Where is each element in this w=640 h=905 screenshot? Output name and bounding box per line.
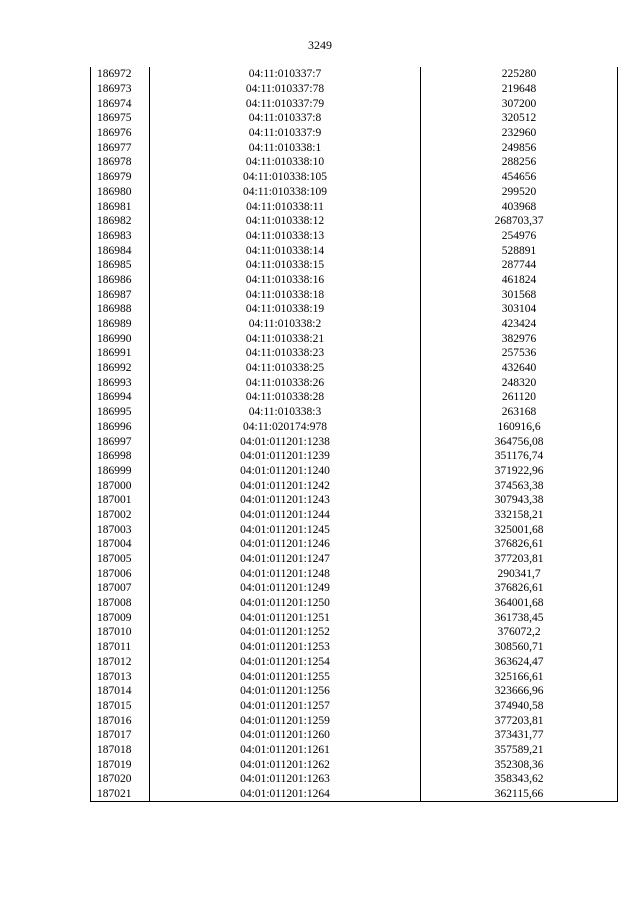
table-row — [91, 478, 618, 493]
row-number-cell: 187020 — [91, 772, 150, 787]
table-body — [91, 67, 618, 802]
table-row — [91, 67, 618, 82]
row-number-cell: 186994 — [91, 390, 150, 405]
table-row — [91, 713, 618, 728]
table-row — [91, 787, 618, 802]
value-cell: 432640 — [421, 361, 618, 376]
row-number-cell: 187014 — [91, 684, 150, 699]
value-cell: 263168 — [421, 405, 618, 420]
table-row — [91, 552, 618, 567]
table-row — [91, 464, 618, 479]
cadastral-number-cell: 04:01:011201:1247 — [150, 552, 421, 567]
row-number-cell: 186986 — [91, 273, 150, 288]
cadastral-number-cell: 04:01:011201:1257 — [150, 699, 421, 714]
cadastral-number-cell: 04:11:010338:28 — [150, 390, 421, 405]
value-cell: 219648 — [421, 82, 618, 97]
cadastral-number-cell: 04:01:011201:1240 — [150, 464, 421, 479]
value-cell: 374940,58 — [421, 699, 618, 714]
row-number-cell: 187002 — [91, 508, 150, 523]
table-row — [91, 449, 618, 464]
value-cell: 308560,71 — [421, 640, 618, 655]
value-cell: 362115,66 — [421, 787, 618, 802]
value-cell: 160916,6 — [421, 420, 618, 435]
value-cell: 376072,2 — [421, 625, 618, 640]
cadastral-number-cell: 04:01:011201:1260 — [150, 728, 421, 743]
row-number-cell: 187019 — [91, 757, 150, 772]
cadastral-number-cell: 04:01:011201:1250 — [150, 596, 421, 611]
cadastral-number-cell: 04:01:011201:1261 — [150, 743, 421, 758]
cadastral-number-cell: 04:11:010338:23 — [150, 346, 421, 361]
row-number-cell: 187001 — [91, 493, 150, 508]
value-cell: 332158,21 — [421, 508, 618, 523]
value-cell: 357589,21 — [421, 743, 618, 758]
cadastral-number-cell: 04:11:010338:2 — [150, 317, 421, 332]
cadastral-number-cell: 04:01:011201:1263 — [150, 772, 421, 787]
cadastral-number-cell: 04:01:011201:1246 — [150, 537, 421, 552]
row-number-cell: 186982 — [91, 214, 150, 229]
table-row — [91, 214, 618, 229]
table-row — [91, 302, 618, 317]
row-number-cell: 187008 — [91, 596, 150, 611]
value-cell: 287744 — [421, 258, 618, 273]
cadastral-number-cell: 04:11:010338:19 — [150, 302, 421, 317]
table-row — [91, 537, 618, 552]
cadastral-number-cell: 04:01:011201:1249 — [150, 581, 421, 596]
row-number-cell: 187000 — [91, 478, 150, 493]
table-row — [91, 434, 618, 449]
cadastral-number-cell: 04:11:020174:978 — [150, 420, 421, 435]
table-row — [91, 126, 618, 141]
cadastral-number-cell: 04:01:011201:1238 — [150, 434, 421, 449]
cadastral-number-cell: 04:01:011201:1243 — [150, 493, 421, 508]
table-row — [91, 728, 618, 743]
cadastral-number-cell: 04:01:011201:1254 — [150, 655, 421, 670]
cadastral-number-cell: 04:11:010338:14 — [150, 243, 421, 258]
table-row — [91, 199, 618, 214]
value-cell: 323666,96 — [421, 684, 618, 699]
value-cell: 371922,96 — [421, 464, 618, 479]
cadastral-number-cell: 04:11:010338:15 — [150, 258, 421, 273]
row-number-cell: 187005 — [91, 552, 150, 567]
cadastral-number-cell: 04:01:011201:1253 — [150, 640, 421, 655]
cadastral-number-cell: 04:11:010337:9 — [150, 126, 421, 141]
table-row — [91, 243, 618, 258]
cadastral-number-cell: 04:11:010338:18 — [150, 287, 421, 302]
table-row — [91, 96, 618, 111]
row-number-cell: 187013 — [91, 669, 150, 684]
table-row — [91, 185, 618, 200]
value-cell: 528891 — [421, 243, 618, 258]
value-cell: 325001,68 — [421, 522, 618, 537]
cadastral-number-cell: 04:11:010337:7 — [150, 67, 421, 82]
cadastral-number-cell: 04:01:011201:1264 — [150, 787, 421, 802]
value-cell: 361738,45 — [421, 610, 618, 625]
value-cell: 301568 — [421, 287, 618, 302]
table-row — [91, 508, 618, 523]
row-number-cell: 186991 — [91, 346, 150, 361]
cadastral-number-cell: 04:11:010338:109 — [150, 185, 421, 200]
row-number-cell: 186985 — [91, 258, 150, 273]
value-cell: 261120 — [421, 390, 618, 405]
cadastral-number-cell: 04:11:010338:12 — [150, 214, 421, 229]
row-number-cell: 186996 — [91, 420, 150, 435]
table-row — [91, 420, 618, 435]
row-number-cell: 186973 — [91, 82, 150, 97]
value-cell: 373431,77 — [421, 728, 618, 743]
row-number-cell: 186984 — [91, 243, 150, 258]
value-cell: 232960 — [421, 126, 618, 141]
table-row — [91, 581, 618, 596]
cadastral-number-cell: 04:01:011201:1242 — [150, 478, 421, 493]
row-number-cell: 186983 — [91, 229, 150, 244]
row-number-cell: 187021 — [91, 787, 150, 802]
cadastral-number-cell: 04:11:010337:78 — [150, 82, 421, 97]
row-number-cell: 186979 — [91, 170, 150, 185]
row-number-cell: 186980 — [91, 185, 150, 200]
row-number-cell: 186988 — [91, 302, 150, 317]
value-cell: 307943,38 — [421, 493, 618, 508]
cadastral-number-cell: 04:11:010338:3 — [150, 405, 421, 420]
row-number-cell: 186987 — [91, 287, 150, 302]
value-cell: 254976 — [421, 229, 618, 244]
table-row — [91, 610, 618, 625]
table-row — [91, 522, 618, 537]
row-number-cell: 186989 — [91, 317, 150, 332]
cadastral-number-cell: 04:01:011201:1251 — [150, 610, 421, 625]
table-row — [91, 361, 618, 376]
value-cell: 358343,62 — [421, 772, 618, 787]
cadastral-number-cell: 04:11:010338:16 — [150, 273, 421, 288]
table-row — [91, 375, 618, 390]
table-row — [91, 140, 618, 155]
table-row — [91, 405, 618, 420]
value-cell: 461824 — [421, 273, 618, 288]
value-cell: 377203,81 — [421, 713, 618, 728]
table-row — [91, 625, 618, 640]
row-number-cell: 186995 — [91, 405, 150, 420]
row-number-cell: 186972 — [91, 67, 150, 82]
cadastral-number-cell: 04:01:011201:1252 — [150, 625, 421, 640]
cadastral-number-cell: 04:01:011201:1259 — [150, 713, 421, 728]
value-cell: 376826,61 — [421, 581, 618, 596]
row-number-cell: 186976 — [91, 126, 150, 141]
value-cell: 288256 — [421, 155, 618, 170]
table-row — [91, 331, 618, 346]
value-cell: 454656 — [421, 170, 618, 185]
value-cell: 382976 — [421, 331, 618, 346]
cadastral-number-cell: 04:11:010338:26 — [150, 375, 421, 390]
table-row — [91, 493, 618, 508]
table-row — [91, 772, 618, 787]
value-cell: 352308,36 — [421, 757, 618, 772]
cadastral-number-cell: 04:01:011201:1244 — [150, 508, 421, 523]
row-number-cell: 186999 — [91, 464, 150, 479]
value-cell: 307200 — [421, 96, 618, 111]
value-cell: 364001,68 — [421, 596, 618, 611]
row-number-cell: 186990 — [91, 331, 150, 346]
cadastral-number-cell: 04:11:010338:25 — [150, 361, 421, 376]
table-row — [91, 655, 618, 670]
table-row — [91, 317, 618, 332]
row-number-cell: 187009 — [91, 610, 150, 625]
page-number: 3249 — [308, 38, 332, 52]
cadastral-number-cell: 04:01:011201:1248 — [150, 566, 421, 581]
table-row — [91, 155, 618, 170]
row-number-cell: 187018 — [91, 743, 150, 758]
value-cell: 364756,08 — [421, 434, 618, 449]
table-row — [91, 390, 618, 405]
row-number-cell: 186977 — [91, 140, 150, 155]
row-number-cell: 187004 — [91, 537, 150, 552]
row-number-cell: 187015 — [91, 699, 150, 714]
table-row — [91, 346, 618, 361]
value-cell: 268703,37 — [421, 214, 618, 229]
value-cell: 225280 — [421, 67, 618, 82]
table-row — [91, 273, 618, 288]
row-number-cell: 186974 — [91, 96, 150, 111]
table-row — [91, 258, 618, 273]
table-row — [91, 699, 618, 714]
row-number-cell: 187017 — [91, 728, 150, 743]
value-cell: 303104 — [421, 302, 618, 317]
table-row — [91, 596, 618, 611]
row-number-cell: 186993 — [91, 375, 150, 390]
table-row — [91, 82, 618, 97]
row-number-cell: 186978 — [91, 155, 150, 170]
value-cell: 257536 — [421, 346, 618, 361]
value-cell: 351176,74 — [421, 449, 618, 464]
value-cell: 299520 — [421, 185, 618, 200]
row-number-cell: 186981 — [91, 199, 150, 214]
cadastral-number-cell: 04:01:011201:1239 — [150, 449, 421, 464]
cadastral-number-cell: 04:11:010338:13 — [150, 229, 421, 244]
row-number-cell: 187006 — [91, 566, 150, 581]
value-cell: 363624,47 — [421, 655, 618, 670]
row-number-cell: 187010 — [91, 625, 150, 640]
row-number-cell: 186975 — [91, 111, 150, 126]
table-row — [91, 566, 618, 581]
cadastral-number-cell: 04:11:010338:10 — [150, 155, 421, 170]
cadastral-number-cell: 04:01:011201:1262 — [150, 757, 421, 772]
value-cell: 374563,38 — [421, 478, 618, 493]
cadastral-number-cell: 04:01:011201:1255 — [150, 669, 421, 684]
table-row — [91, 669, 618, 684]
cadastral-number-cell: 04:11:010338:11 — [150, 199, 421, 214]
value-cell: 423424 — [421, 317, 618, 332]
row-number-cell: 187003 — [91, 522, 150, 537]
table-row — [91, 111, 618, 126]
cadastral-number-cell: 04:11:010337:8 — [150, 111, 421, 126]
row-number-cell: 186998 — [91, 449, 150, 464]
value-cell: 248320 — [421, 375, 618, 390]
cadastral-number-cell: 04:01:011201:1245 — [150, 522, 421, 537]
data-table — [90, 67, 618, 802]
cadastral-number-cell: 04:11:010338:1 — [150, 140, 421, 155]
row-number-cell: 186997 — [91, 434, 150, 449]
row-number-cell: 186992 — [91, 361, 150, 376]
table-row — [91, 229, 618, 244]
table-row — [91, 743, 618, 758]
value-cell: 249856 — [421, 140, 618, 155]
value-cell: 325166,61 — [421, 669, 618, 684]
table-row — [91, 170, 618, 185]
cadastral-number-cell: 04:11:010338:105 — [150, 170, 421, 185]
row-number-cell: 187011 — [91, 640, 150, 655]
cadastral-number-cell: 04:11:010338:21 — [150, 331, 421, 346]
table-row — [91, 684, 618, 699]
value-cell: 377203,81 — [421, 552, 618, 567]
cadastral-number-cell: 04:01:011201:1256 — [150, 684, 421, 699]
row-number-cell: 187007 — [91, 581, 150, 596]
value-cell: 376826,61 — [421, 537, 618, 552]
table-row — [91, 287, 618, 302]
value-cell: 320512 — [421, 111, 618, 126]
value-cell: 403968 — [421, 199, 618, 214]
value-cell: 290341,7 — [421, 566, 618, 581]
table-row — [91, 757, 618, 772]
row-number-cell: 187016 — [91, 713, 150, 728]
table-row — [91, 640, 618, 655]
cadastral-number-cell: 04:11:010337:79 — [150, 96, 421, 111]
row-number-cell: 187012 — [91, 655, 150, 670]
